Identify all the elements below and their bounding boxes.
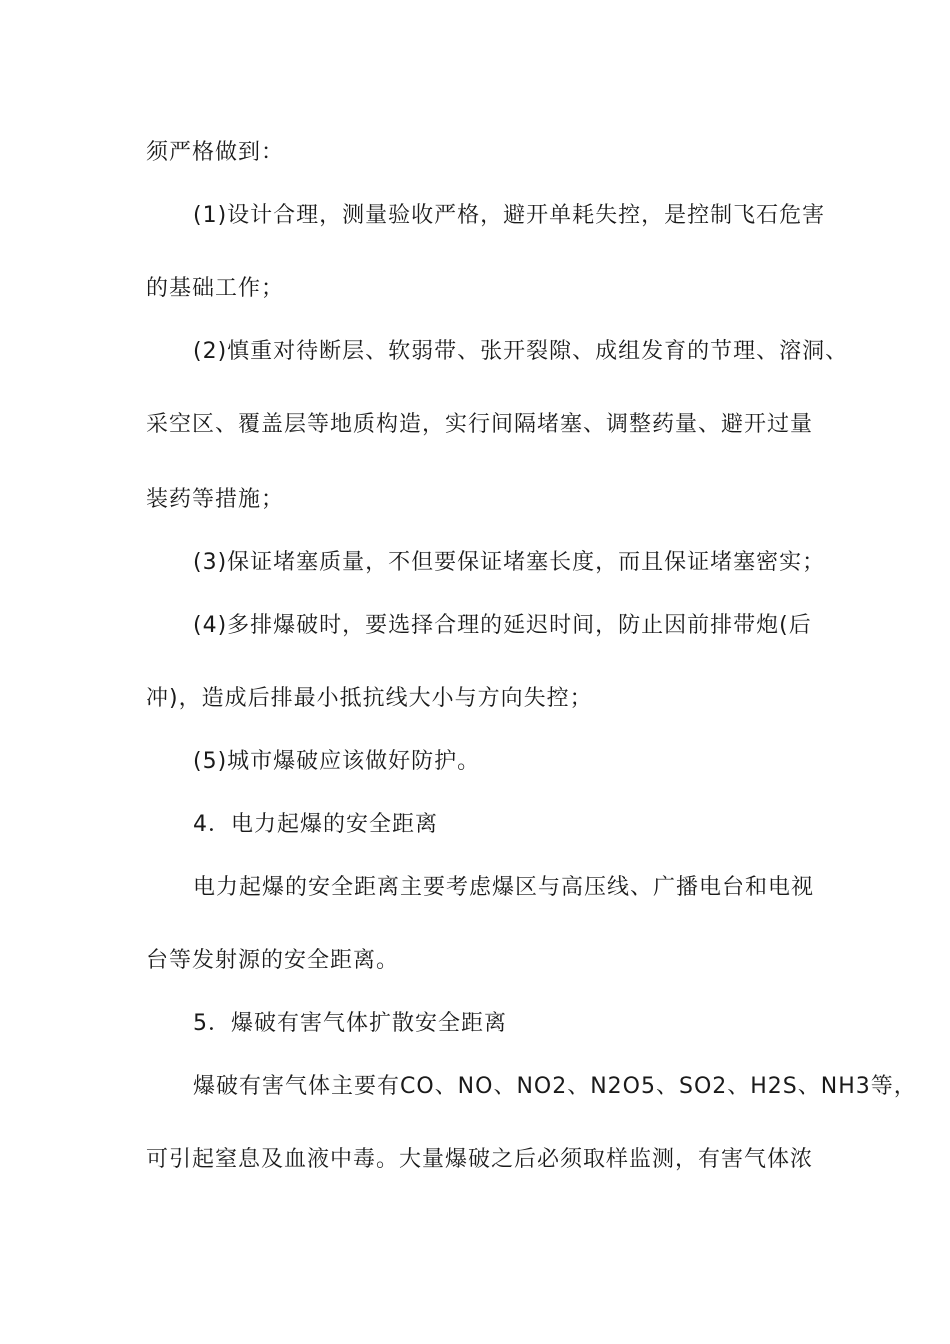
section-heading: 4．电力起爆的安全距离 [193,812,438,837]
text-line: 可引起窒息及血液中毒。大量爆破之后必须取样监测，有害气体浓 [146,1147,814,1172]
text-line: 的基础工作； [146,276,285,301]
text-line: (1)设计合理，测量验收严格，避开单耗失控，是控制飞石危害 [193,203,826,228]
text-line: 台等发射源的安全距离。 [146,948,400,973]
text-line: 电力起爆的安全距离主要考虑爆区与高压线、广播电台和电视 [193,875,815,900]
text-line: 装药等措施； [146,487,285,512]
text-line: (2)慎重对待断层、软弱带、张开裂隙、成组发育的节理、溶洞、 [193,339,849,364]
text-line: 须严格做到： [146,140,285,165]
text-line: (4)多排爆破时，要选择合理的延迟时间，防止因前排带炮(后 [193,613,812,638]
text-line: 爆破有害气体主要有CO、NO、NO2、N2O5、SO2、H2S、NH3等， [193,1074,917,1099]
text-line: (5)城市爆破应该做好防护。 [193,749,481,774]
text-line: 采空区、覆盖层等地质构造，实行间隔堵塞、调整药量、避开过量 [146,412,814,437]
text-line: 冲)，造成后排最小抵抗线大小与方向失控； [146,686,593,711]
text-line: (3)保证堵塞质量，不但要保证堵塞长度，而且保证堵塞密实； [193,550,826,575]
section-heading: 5．爆破有害气体扩散安全距离 [193,1011,507,1036]
